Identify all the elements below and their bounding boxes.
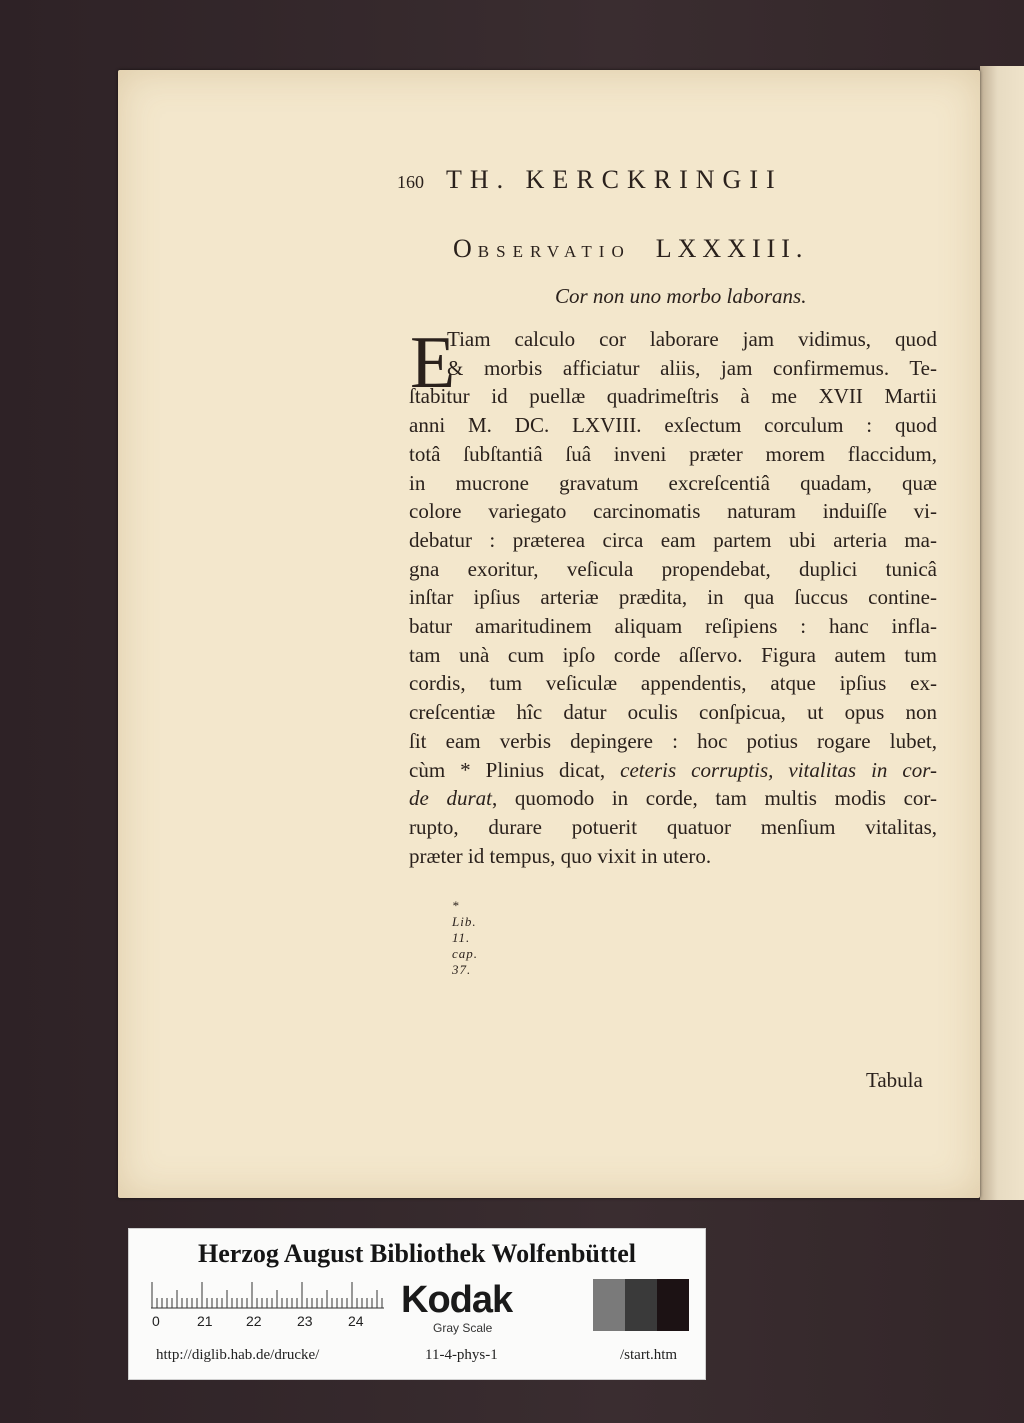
text-line: cordis, tum veſiculæ appendentis, atque ipſius ex- [409, 671, 937, 696]
running-head [397, 165, 957, 195]
text-line: anni M. DC. LXVIII. exſectum corculum : quod [409, 413, 937, 438]
text-line: creſcentiæ hîc datur oculis conſpicua, ut opus non [409, 700, 937, 725]
kodak-logo: Kodak [401, 1279, 513, 1321]
text-line: in mucrone gravatum excreſcentiâ quadam, quæ [409, 470, 937, 495]
text-line: ſtabitur id puellæ quadrimeſtris à me XVII Martii [409, 384, 937, 409]
text-line: totâ ſubſtantiâ ſuâ inveni præter morem flaccidum, [409, 441, 937, 466]
text-line: rupto, durare potuerit quatuor menſium vitalitas, [409, 814, 937, 839]
observation-subtitle: Cor non uno morbo laborans. [555, 284, 807, 308]
url-right: /start.htm [620, 1347, 678, 1363]
next-page-edge [980, 66, 1024, 1200]
gray-swatch-dark [625, 1279, 657, 1331]
url-left: http://diglib.hab.de/drucke/ [156, 1347, 320, 1363]
text-line: batur amaritudinem aliquam reſipiens : hanc infla- [409, 614, 937, 639]
text-line: præter id tempus, quo vixit in utero. [409, 843, 712, 868]
gray-swatch-black [657, 1279, 689, 1331]
text-line: tam unà cum ipſo corde aſſervo. Figura autem tum [409, 642, 937, 667]
text-line: debatur : præterea circa eam partem ubi arteria ma- [409, 527, 937, 552]
text-line: ſit eam verbis depingere : hoc potius rogare lubet, [409, 728, 937, 753]
library-name: Herzog August Bibliothek Wolfenbüttel [198, 1239, 636, 1268]
scale-ruler [151, 1280, 386, 1328]
ruler-graphic [151, 1280, 386, 1328]
catchword: Tabula [866, 1068, 923, 1092]
ruler-label: 21 [197, 1313, 213, 1328]
quote-trail: , quomodo in corde, tam multis modis cor- [491, 786, 937, 811]
ruler-label: 0 [152, 1313, 160, 1328]
observation-initial: O [453, 234, 478, 263]
ruler-label: 22 [246, 1313, 262, 1328]
quote-italic: ceteris corruptis, vitalitas in cor- [620, 757, 937, 782]
author-name: TH. KERCKRINGII [446, 165, 783, 194]
text-line: colore variegato carcinomatis naturam induiſſe vi- [409, 499, 937, 524]
quote-italic-end: de durat [409, 786, 492, 811]
footnote: * Lib. 11. cap. 37. [452, 898, 479, 977]
text-line-quote [409, 756, 937, 785]
gray-swatch-light [593, 1279, 625, 1331]
drop-cap: E [410, 322, 456, 404]
url-middle: 11-4-phys-1 [425, 1347, 498, 1363]
text-line: Tiam calculo cor laborare jam vidimus, quod [447, 327, 937, 351]
library-target-card [128, 1228, 706, 1380]
ruler-label: 23 [297, 1313, 313, 1328]
gray-scale-swatches [593, 1279, 689, 1331]
text-line: gna exoritur, veſicula propendebat, duplici tunicâ [409, 556, 937, 581]
observation-title [453, 234, 933, 264]
quote-lead: cùm * Plinius dicat, [409, 757, 621, 782]
page-number: 160 [397, 172, 424, 192]
observation-word: BSERVATIO [477, 242, 631, 261]
body-text [409, 322, 937, 870]
text-line: & morbis afficiatur aliis, jam confirmemus. Te- [447, 355, 937, 380]
text-line: inſtar ipſius arteriæ prædita, in qua ſuccus contine- [409, 585, 937, 610]
text-line-quote-end [409, 784, 937, 813]
gray-scale-label: Gray Scale [433, 1321, 493, 1335]
observation-numeral: LXXXIII. [655, 234, 809, 263]
ruler-label: 24 [348, 1313, 364, 1328]
